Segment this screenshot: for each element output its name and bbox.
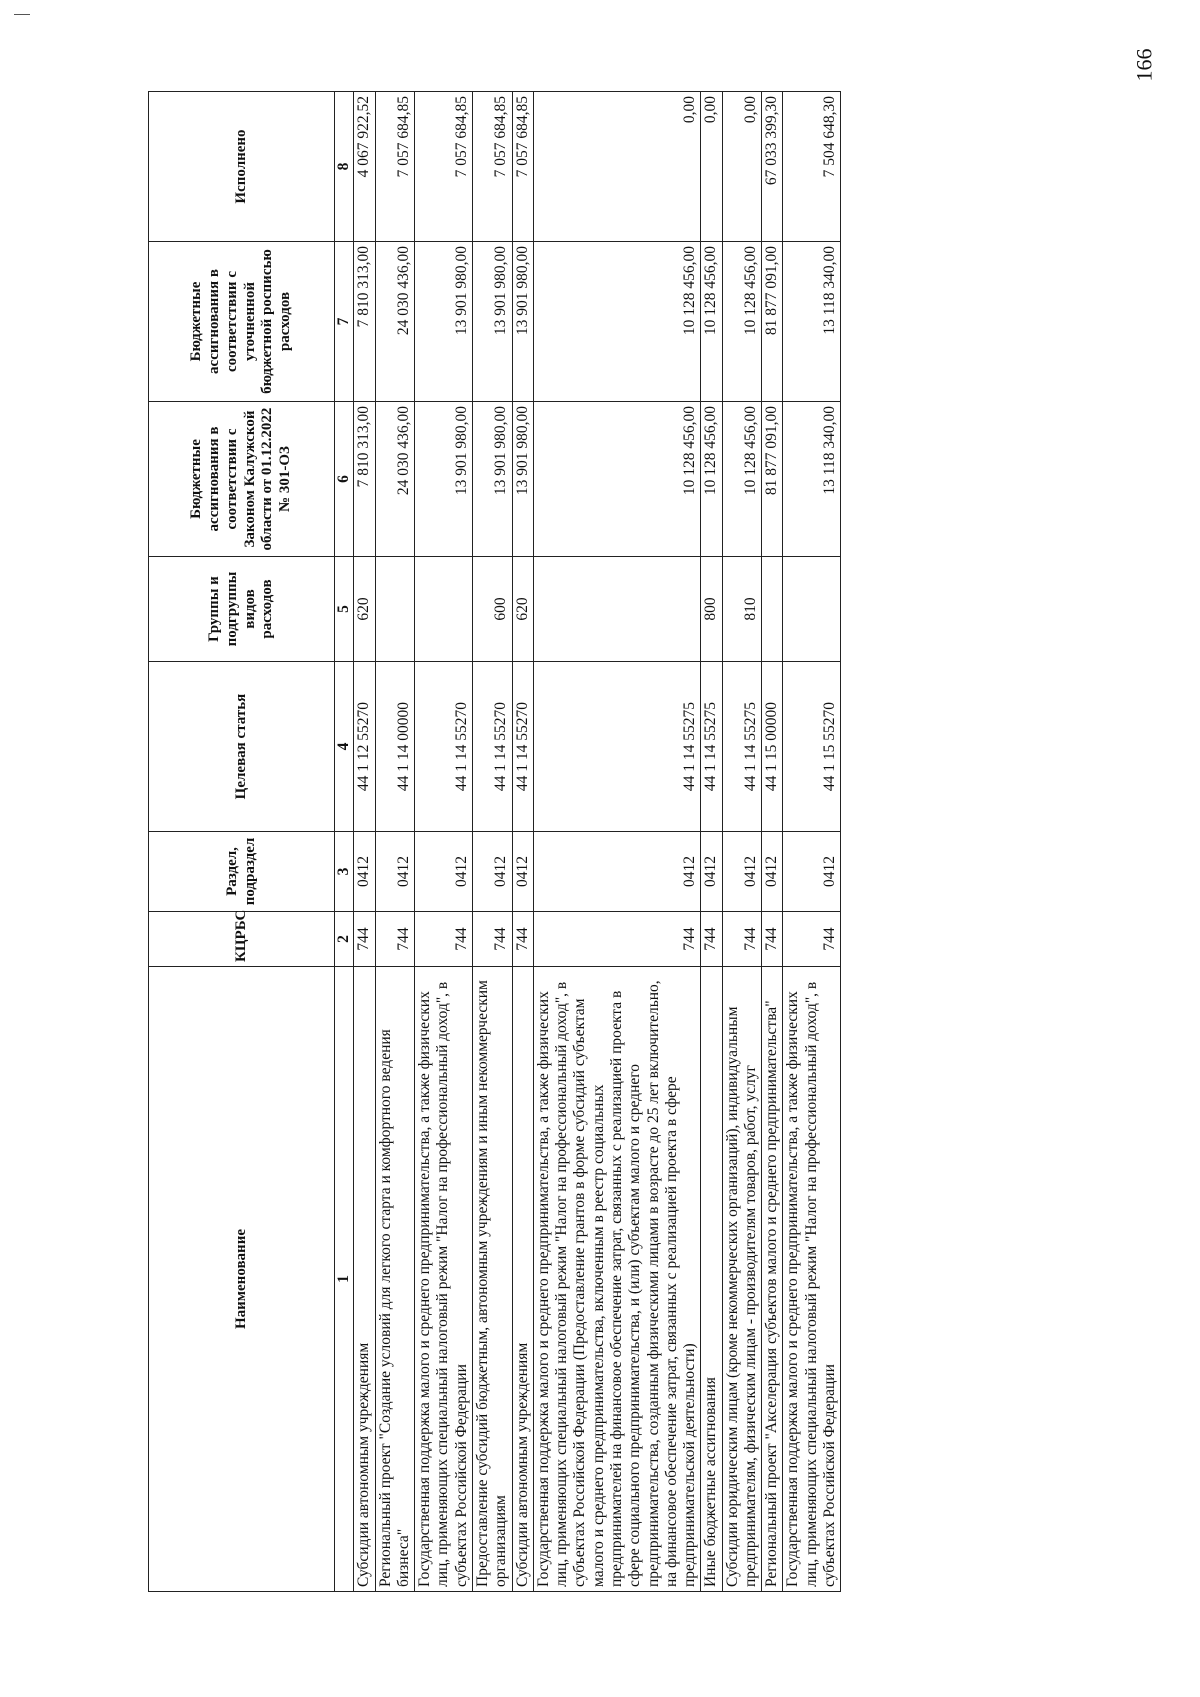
row-law: 81 877 091,00 — [762, 402, 783, 557]
row-section: 0412 — [783, 832, 841, 912]
row-refined: 10 128 456,00 — [701, 242, 722, 402]
column-number: 6 — [335, 402, 354, 557]
budget-table — [148, 91, 841, 1592]
column-number-row — [335, 92, 354, 1592]
row-refined: 10 128 456,00 — [722, 242, 762, 402]
row-refined: 13 901 980,00 — [512, 242, 533, 402]
row-group — [415, 557, 473, 662]
row-kcrbs: 744 — [701, 912, 722, 967]
row-name: Субсидии автономным учреждениям — [354, 967, 375, 1592]
row-section: 0412 — [472, 832, 512, 912]
table-row — [354, 92, 375, 1592]
row-law: 10 128 456,00 — [701, 402, 722, 557]
row-name: Субсидии юридическим лицам (кроме некоммерческих организаций), индивидуальным предпринимателям, физическим лицам - производителям товаров, работ, услуг — [722, 967, 762, 1592]
row-kcrbs: 744 — [762, 912, 783, 967]
row-group: 620 — [354, 557, 375, 662]
row-section: 0412 — [512, 832, 533, 912]
row-executed: 7 057 684,85 — [472, 92, 512, 242]
column-number: 2 — [335, 912, 354, 967]
rotated-table-container — [148, 92, 1200, 1587]
row-executed: 0,00 — [701, 92, 722, 242]
row-executed: 7 057 684,85 — [375, 92, 415, 242]
row-target: 44 1 14 55275 — [722, 662, 762, 832]
row-name: Государственная поддержка малого и среднего предпринимательства, а также физических лиц, применяющих специальный налоговый режим "Налог на профессиональный доход", в субъектах Российской Федерации — [415, 967, 473, 1592]
row-executed: 4 067 922,52 — [354, 92, 375, 242]
row-law: 10 128 456,00 — [722, 402, 762, 557]
row-target: 44 1 15 00000 — [762, 662, 783, 832]
header-group: Группы и подгруппы видов расходов — [149, 557, 335, 662]
row-section: 0412 — [762, 832, 783, 912]
row-name: Иные бюджетные ассигнования — [701, 967, 722, 1592]
row-section: 0412 — [354, 832, 375, 912]
row-name: Субсидии автономным учреждениям — [512, 967, 533, 1592]
row-group: 810 — [722, 557, 762, 662]
row-kcrbs: 744 — [375, 912, 415, 967]
row-refined: 24 030 436,00 — [375, 242, 415, 402]
scan-mark — [14, 14, 30, 15]
row-law: 13 901 980,00 — [512, 402, 533, 557]
header-name: Наименование — [149, 967, 335, 1592]
row-group: 620 — [512, 557, 533, 662]
table-row — [512, 92, 533, 1592]
row-law: 13 901 980,00 — [472, 402, 512, 557]
table-row — [722, 92, 762, 1592]
header-row — [149, 92, 335, 1592]
header-executed: Исполнено — [149, 92, 335, 242]
row-executed: 7 057 684,85 — [415, 92, 473, 242]
row-target: 44 1 14 55270 — [472, 662, 512, 832]
row-executed: 0,00 — [533, 92, 701, 242]
rotated-table-frame — [148, 92, 1068, 1592]
header-section: Раздел, подраздел — [149, 832, 335, 912]
row-refined: 7 810 313,00 — [354, 242, 375, 402]
row-group — [375, 557, 415, 662]
row-kcrbs: 744 — [722, 912, 762, 967]
row-refined: 13 118 340,00 — [783, 242, 841, 402]
row-kcrbs: 744 — [783, 912, 841, 967]
table-row — [533, 92, 701, 1592]
row-refined: 81 877 091,00 — [762, 242, 783, 402]
row-group — [783, 557, 841, 662]
row-group: 800 — [701, 557, 722, 662]
row-kcrbs: 744 — [512, 912, 533, 967]
row-refined: 13 901 980,00 — [415, 242, 473, 402]
row-target: 44 1 15 55270 — [783, 662, 841, 832]
row-refined: 10 128 456,00 — [533, 242, 701, 402]
row-name: Государственная поддержка малого и среднего предпринимательства, а также физических лиц, применяющих специальный налоговый режим "Налог на профессиональный доход", в субъектах Российской Федерации — [783, 967, 841, 1592]
row-section: 0412 — [415, 832, 473, 912]
row-target: 44 1 14 55270 — [512, 662, 533, 832]
row-law: 24 030 436,00 — [375, 402, 415, 557]
page-number-text: 166 — [1131, 48, 1156, 82]
column-number: 3 — [335, 832, 354, 912]
row-executed: 7 504 648,30 — [783, 92, 841, 242]
table-row — [701, 92, 722, 1592]
row-target: 44 1 14 00000 — [375, 662, 415, 832]
row-section: 0412 — [375, 832, 415, 912]
header-target: Целевая статья — [149, 662, 335, 832]
row-kcrbs: 744 — [354, 912, 375, 967]
table-row — [415, 92, 473, 1592]
header-kcrbs: КЦРБС — [149, 912, 335, 967]
row-section: 0412 — [701, 832, 722, 912]
header-refined: Бюджетные ассигнования в соответствии с уточненной бюджетной росписью расходов — [149, 242, 335, 402]
row-section: 0412 — [722, 832, 762, 912]
row-section: 0412 — [533, 832, 701, 912]
row-law: 13 901 980,00 — [415, 402, 473, 557]
row-kcrbs: 744 — [533, 912, 701, 967]
row-group: 600 — [472, 557, 512, 662]
table-row — [762, 92, 783, 1592]
header-law: Бюджетные ассигнования в соответствии с Законом Калужской области от 01.12.2022 № 301-ОЗ — [149, 402, 335, 557]
row-kcrbs: 744 — [472, 912, 512, 967]
row-executed: 67 033 399,30 — [762, 92, 783, 242]
row-name: Региональный проект "Акселерация субъектов малого и среднего предпринимательства" — [762, 967, 783, 1592]
row-target: 44 1 14 55275 — [701, 662, 722, 832]
column-number: 4 — [335, 662, 354, 832]
column-number: 1 — [335, 967, 354, 1592]
row-group — [762, 557, 783, 662]
row-target: 44 1 12 55270 — [354, 662, 375, 832]
row-law: 10 128 456,00 — [533, 402, 701, 557]
row-name: Предоставление субсидий бюджетным, автономным учреждениям и иным некоммерческим организациям — [472, 967, 512, 1592]
row-law: 13 118 340,00 — [783, 402, 841, 557]
row-refined: 13 901 980,00 — [472, 242, 512, 402]
row-kcrbs: 744 — [415, 912, 473, 967]
page-number — [1124, 40, 1164, 90]
table-row — [783, 92, 841, 1592]
table-row — [472, 92, 512, 1592]
row-group — [533, 557, 701, 662]
column-number: 5 — [335, 557, 354, 662]
column-number: 7 — [335, 242, 354, 402]
column-number: 8 — [335, 92, 354, 242]
row-target: 44 1 14 55270 — [415, 662, 473, 832]
row-law: 7 810 313,00 — [354, 402, 375, 557]
row-target: 44 1 14 55275 — [533, 662, 701, 832]
table-row — [375, 92, 415, 1592]
row-executed: 0,00 — [722, 92, 762, 242]
row-executed: 7 057 684,85 — [512, 92, 533, 242]
row-name: Региональный проект "Создание условий для легкого старта и комфортного ведения бизнеса" — [375, 967, 415, 1592]
row-name: Государственная поддержка малого и среднего предпринимательства, а также физических лиц, применяющих специальный налоговый режим "Налог на профессиональный доход", в субъектах Российской Федерации (Предоставление грантов в форме субсидий субъектам малого и среднего предпринимательства, включенным в реестр социальных предпринимателей на финансовое обеспечение затрат, связанных с реализацией проекта в сфере социального предпринимательства, и (или) субъектам малого и среднего предпринимательства, созданным физическими лицами в возрасте до 25 лет включительно, на финансовое обеспечение затрат, связанных с реализацией проекта в сфере предпринимательской деятельности) — [533, 967, 701, 1592]
